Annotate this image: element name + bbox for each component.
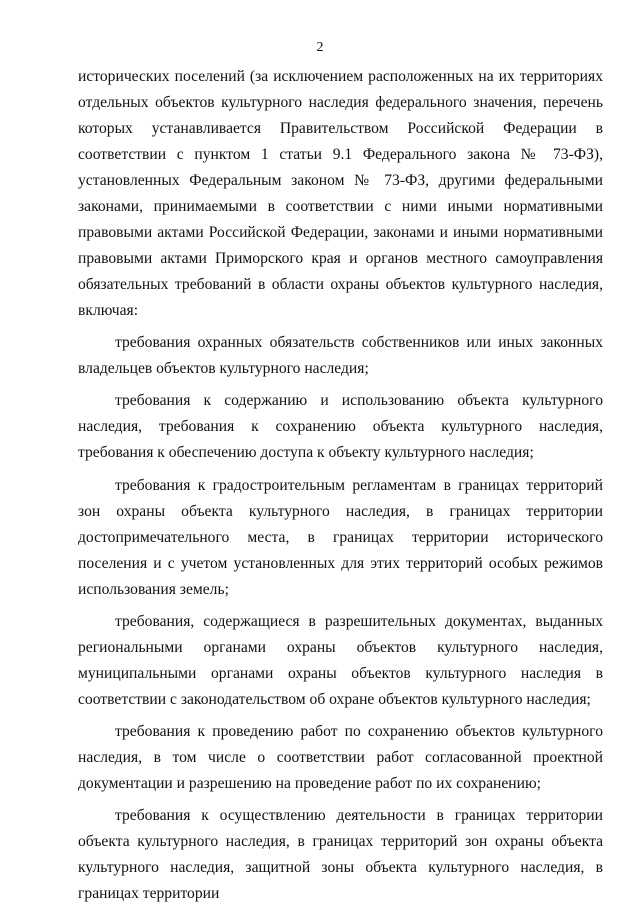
paragraph-requirement-works: требования к проведению работ по сохранению объектов культурного наследия, в том числе о соответствии работ согласованной проектной документации и разрешению на проведение работ по их сохранению;	[78, 722, 603, 792]
paragraph-requirement-obligations: требования охранных обязательств собственников или иных законных владельцев объектов культурного наследия;	[78, 334, 603, 378]
paragraph-requirement-activities: требования к осуществлению деятельности в границах территории объекта культурного наследия, в границах территорий зон охраны объекта культурного наследия, защитной зоны объекта культурного наследия, в границах территории	[78, 807, 603, 903]
paragraph-requirement-urban-planning: требования к градостроительным регламентам в границах территорий зон охраны объекта культурного наследия, в границах территории достопримечательного места, в границах территории исторического поселения и с учетом установленных для этих территорий особых режимов использования земель;	[78, 476, 603, 598]
page-number: 2	[316, 40, 324, 55]
paragraph-requirement-permits: требования, содержащиеся в разрешительных документах, выданных региональными органами охраны объектов культурного наследия, муниципальными органами охраны объектов культурного наследия в соответствии с законодательством об охране объектов культурного наследия;	[78, 612, 603, 708]
paragraph-requirement-maintenance: требования к содержанию и использованию объекта культурного наследия, требования к сохранению объекта культурного наследия, требования к обеспечению доступа к объекту культурного наследия;	[78, 392, 603, 462]
paragraph-continuation: исторических поселений (за исключением расположенных на их территориях отдельных объектов культурного наследия федерального значения, перечень которых устанавливается Правительством Российской Федерации в соответствии с пунктом 1 статьи 9.1 Федерального закона № 73-ФЗ), установленных Федеральным законом № 73-ФЗ, другими федеральными законами, принимаемыми в соответствии с ними иными нормативными правовыми актами Российской Федерации, законами и иными нормативными правовыми актами Приморского края и органов местного самоуправления обязательных требований в области охраны объектов культурного наследия, включая:	[78, 68, 603, 319]
document-body	[78, 64, 603, 913]
